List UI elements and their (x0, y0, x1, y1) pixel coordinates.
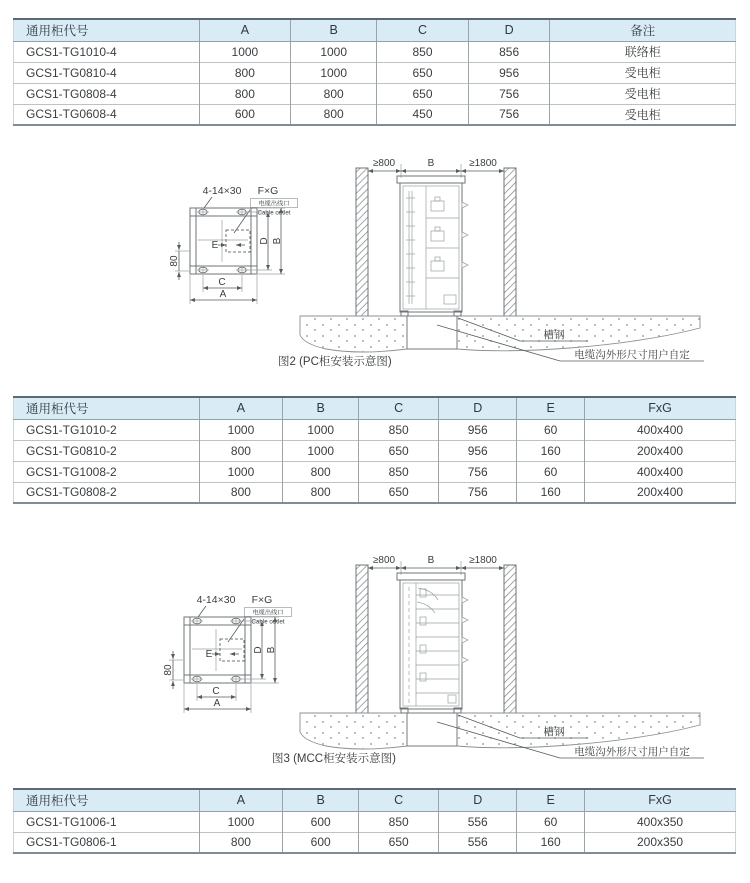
col-header: FxG (585, 397, 736, 419)
value-cell: 受电柜 (550, 104, 736, 125)
spec-table-tg2 (13, 396, 736, 504)
cabinet-code-cell: GCS1-TG0808-2 (14, 482, 200, 503)
value-cell: 756 (439, 461, 517, 482)
cabinet-code-cell: GCS1-TG0806-1 (14, 832, 200, 853)
cabinet-code-cell: GCS1-TG1006-1 (14, 811, 200, 832)
svg-text:D: D (259, 237, 270, 245)
value-cell: 400x350 (585, 811, 736, 832)
top-dimensions (368, 555, 504, 575)
fig2-plan-view (169, 185, 298, 304)
fxg-label: F×G (251, 594, 273, 606)
value-cell: 1000 (199, 419, 283, 440)
cable-outlet-label-en: Cable outlet (257, 209, 291, 217)
cabinet-outline (397, 176, 465, 312)
gap-left-label: ≥800 (372, 555, 396, 566)
col-header: B (283, 789, 359, 811)
value-cell: 956 (439, 419, 517, 440)
plan-outline (190, 208, 257, 274)
value-cell: 200x400 (585, 440, 736, 461)
value-cell: 756 (439, 482, 517, 503)
col-header-cabinet-code: 通用柜代号 (14, 789, 200, 811)
value-cell: 650 (359, 440, 439, 461)
figure2-pc-installation (0, 146, 750, 380)
col-header: E (517, 397, 585, 419)
fig3-section-view (300, 555, 704, 758)
dim-e-label: E (211, 240, 219, 251)
value-cell: 60 (517, 811, 585, 832)
value-cell: 800 (283, 482, 359, 503)
value-cell: 850 (359, 419, 439, 440)
value-cell: 956 (439, 440, 517, 461)
value-cell: 800 (291, 83, 377, 104)
value-cell: 1000 (283, 440, 359, 461)
cabinet-code-cell: GCS1-TG0810-2 (14, 440, 200, 461)
col-header-cabinet-code: 通用柜代号 (14, 397, 200, 419)
value-cell: 756 (468, 83, 550, 104)
gap-left-label: ≥800 (372, 158, 396, 169)
mounting-holes-label: 4-14×30 (202, 185, 242, 197)
value-cell: 650 (359, 832, 439, 853)
header-row (14, 397, 736, 419)
gap-right-label: ≥1800 (469, 158, 497, 169)
cabinet-code-cell: GCS1-TG0810-4 (14, 62, 200, 83)
svg-text:80: 80 (169, 255, 180, 267)
value-cell: 600 (283, 832, 359, 853)
value-cell: 1000 (283, 419, 359, 440)
dim-80 (163, 651, 183, 689)
cable-outlet-label-en: Cable outlet (251, 618, 285, 626)
fig3-plan-view (163, 594, 292, 713)
col-header: A (199, 19, 291, 41)
channel-steel-label: 槽钢 (543, 726, 565, 738)
left-wall (356, 168, 368, 316)
value-cell: 1000 (291, 62, 377, 83)
value-cell: 400x400 (585, 461, 736, 482)
col-header: D (439, 789, 517, 811)
cable-outlet-rect (220, 639, 244, 661)
right-wall (504, 565, 516, 713)
col-header: FxG (585, 789, 736, 811)
center-marks (192, 629, 242, 671)
value-cell: 160 (517, 440, 585, 461)
table-row (14, 482, 736, 503)
mounting-holes (197, 208, 248, 275)
value-cell: 600 (283, 811, 359, 832)
figure2-caption: 图2 (PC柜安装示意图) (278, 356, 392, 368)
value-cell: 850 (377, 41, 469, 62)
col-header-cabinet-code: 通用柜代号 (14, 19, 200, 41)
cabinet-code-cell: GCS1-TG0608-4 (14, 104, 200, 125)
value-cell: 956 (468, 62, 550, 83)
top-dimensions (368, 158, 504, 178)
value-cell: 60 (517, 461, 585, 482)
svg-text:C: C (218, 277, 226, 288)
value-cell: 800 (283, 461, 359, 482)
spec-table-tg1 (13, 788, 736, 854)
svg-text:B: B (272, 237, 283, 245)
col-header: 备注 (550, 19, 736, 41)
value-cell: 756 (468, 104, 550, 125)
value-cell: 800 (291, 104, 377, 125)
gap-right-label: ≥1800 (469, 555, 497, 566)
cab-width-label: B (427, 555, 435, 566)
value-cell: 受电柜 (550, 83, 736, 104)
figure3-mcc-installation (0, 543, 750, 777)
cable-outlet-label-cn: 电缆出线口 (258, 200, 290, 208)
cabinet-code-cell: GCS1-TG1010-4 (14, 41, 200, 62)
cab-width-label: B (427, 158, 435, 169)
value-cell: 850 (359, 811, 439, 832)
svg-text:D: D (253, 646, 264, 654)
value-cell: 850 (359, 461, 439, 482)
leader-holes (204, 197, 212, 208)
figure3-caption: 图3 (MCC柜安装示意图) (272, 753, 396, 765)
col-header: A (199, 397, 283, 419)
value-cell: 1000 (199, 811, 283, 832)
svg-text:A: A (219, 289, 227, 300)
value-cell: 556 (439, 832, 517, 853)
value-cell: 200x350 (585, 832, 736, 853)
col-header: C (377, 19, 469, 41)
value-cell: 400x400 (585, 419, 736, 440)
col-header: D (439, 397, 517, 419)
svg-text:C: C (212, 686, 220, 697)
value-cell: 856 (468, 41, 550, 62)
value-cell: 800 (199, 832, 283, 853)
header-row (14, 789, 736, 811)
value-cell: 受电柜 (550, 62, 736, 83)
value-cell: 1000 (291, 41, 377, 62)
value-cell: 650 (359, 482, 439, 503)
svg-text:A: A (213, 698, 221, 709)
spec-table-tg4 (13, 18, 736, 126)
col-header: D (468, 19, 550, 41)
col-header: C (359, 397, 439, 419)
trench-note-label: 电缆沟外形尺寸用户自定 (574, 746, 690, 758)
value-cell: 160 (517, 482, 585, 503)
value-cell: 450 (377, 104, 469, 125)
leader-holes (198, 606, 206, 617)
center-marks (198, 220, 248, 262)
value-cell: 1000 (199, 461, 283, 482)
cable-outlet-rect (226, 230, 250, 252)
svg-text:80: 80 (163, 664, 174, 676)
fig2-section-view (300, 158, 704, 361)
col-header: B (283, 397, 359, 419)
right-wall (504, 168, 516, 316)
value-cell: 160 (517, 832, 585, 853)
value-cell: 650 (377, 83, 469, 104)
channel-steel-label: 槽钢 (543, 329, 565, 341)
value-cell: 650 (377, 62, 469, 83)
col-header: E (517, 789, 585, 811)
cabinet-code-cell: GCS1-TG1010-2 (14, 419, 200, 440)
cable-trench (407, 713, 457, 746)
table-row (14, 440, 736, 461)
value-cell: 800 (199, 83, 291, 104)
table-row (14, 62, 736, 83)
value-cell: 556 (439, 811, 517, 832)
value-cell: 1000 (199, 41, 291, 62)
left-wall (356, 565, 368, 713)
mounting-holes (191, 617, 242, 684)
cabinet-code-cell: GCS1-TG0808-4 (14, 83, 200, 104)
cable-outlet-label-cn: 电缆出线口 (252, 609, 284, 617)
mounting-holes-label: 4-14×30 (196, 594, 236, 606)
plan-outline (184, 617, 251, 683)
value-cell: 60 (517, 419, 585, 440)
value-cell: 800 (199, 440, 283, 461)
table-row (14, 104, 736, 125)
col-header: A (199, 789, 283, 811)
header-row (14, 19, 736, 41)
table-row (14, 461, 736, 482)
fxg-label: F×G (257, 185, 279, 197)
table-row (14, 83, 736, 104)
value-cell: 200x400 (585, 482, 736, 503)
col-header: C (359, 789, 439, 811)
dim-e-label: E (205, 649, 213, 660)
value-cell: 800 (199, 482, 283, 503)
value-cell: 联络柜 (550, 41, 736, 62)
cabinet-code-cell: GCS1-TG1008-2 (14, 461, 200, 482)
table-row (14, 832, 736, 853)
col-header: B (291, 19, 377, 41)
value-cell: 600 (199, 104, 291, 125)
cable-trench (407, 316, 457, 349)
table-row (14, 41, 736, 62)
dim-80 (169, 242, 189, 280)
svg-text:B: B (266, 646, 277, 654)
table-row (14, 811, 736, 832)
value-cell: 800 (199, 62, 291, 83)
table-row (14, 419, 736, 440)
cabinet-outline (397, 573, 465, 709)
trench-note-label: 电缆沟外形尺寸用户自定 (574, 349, 690, 361)
